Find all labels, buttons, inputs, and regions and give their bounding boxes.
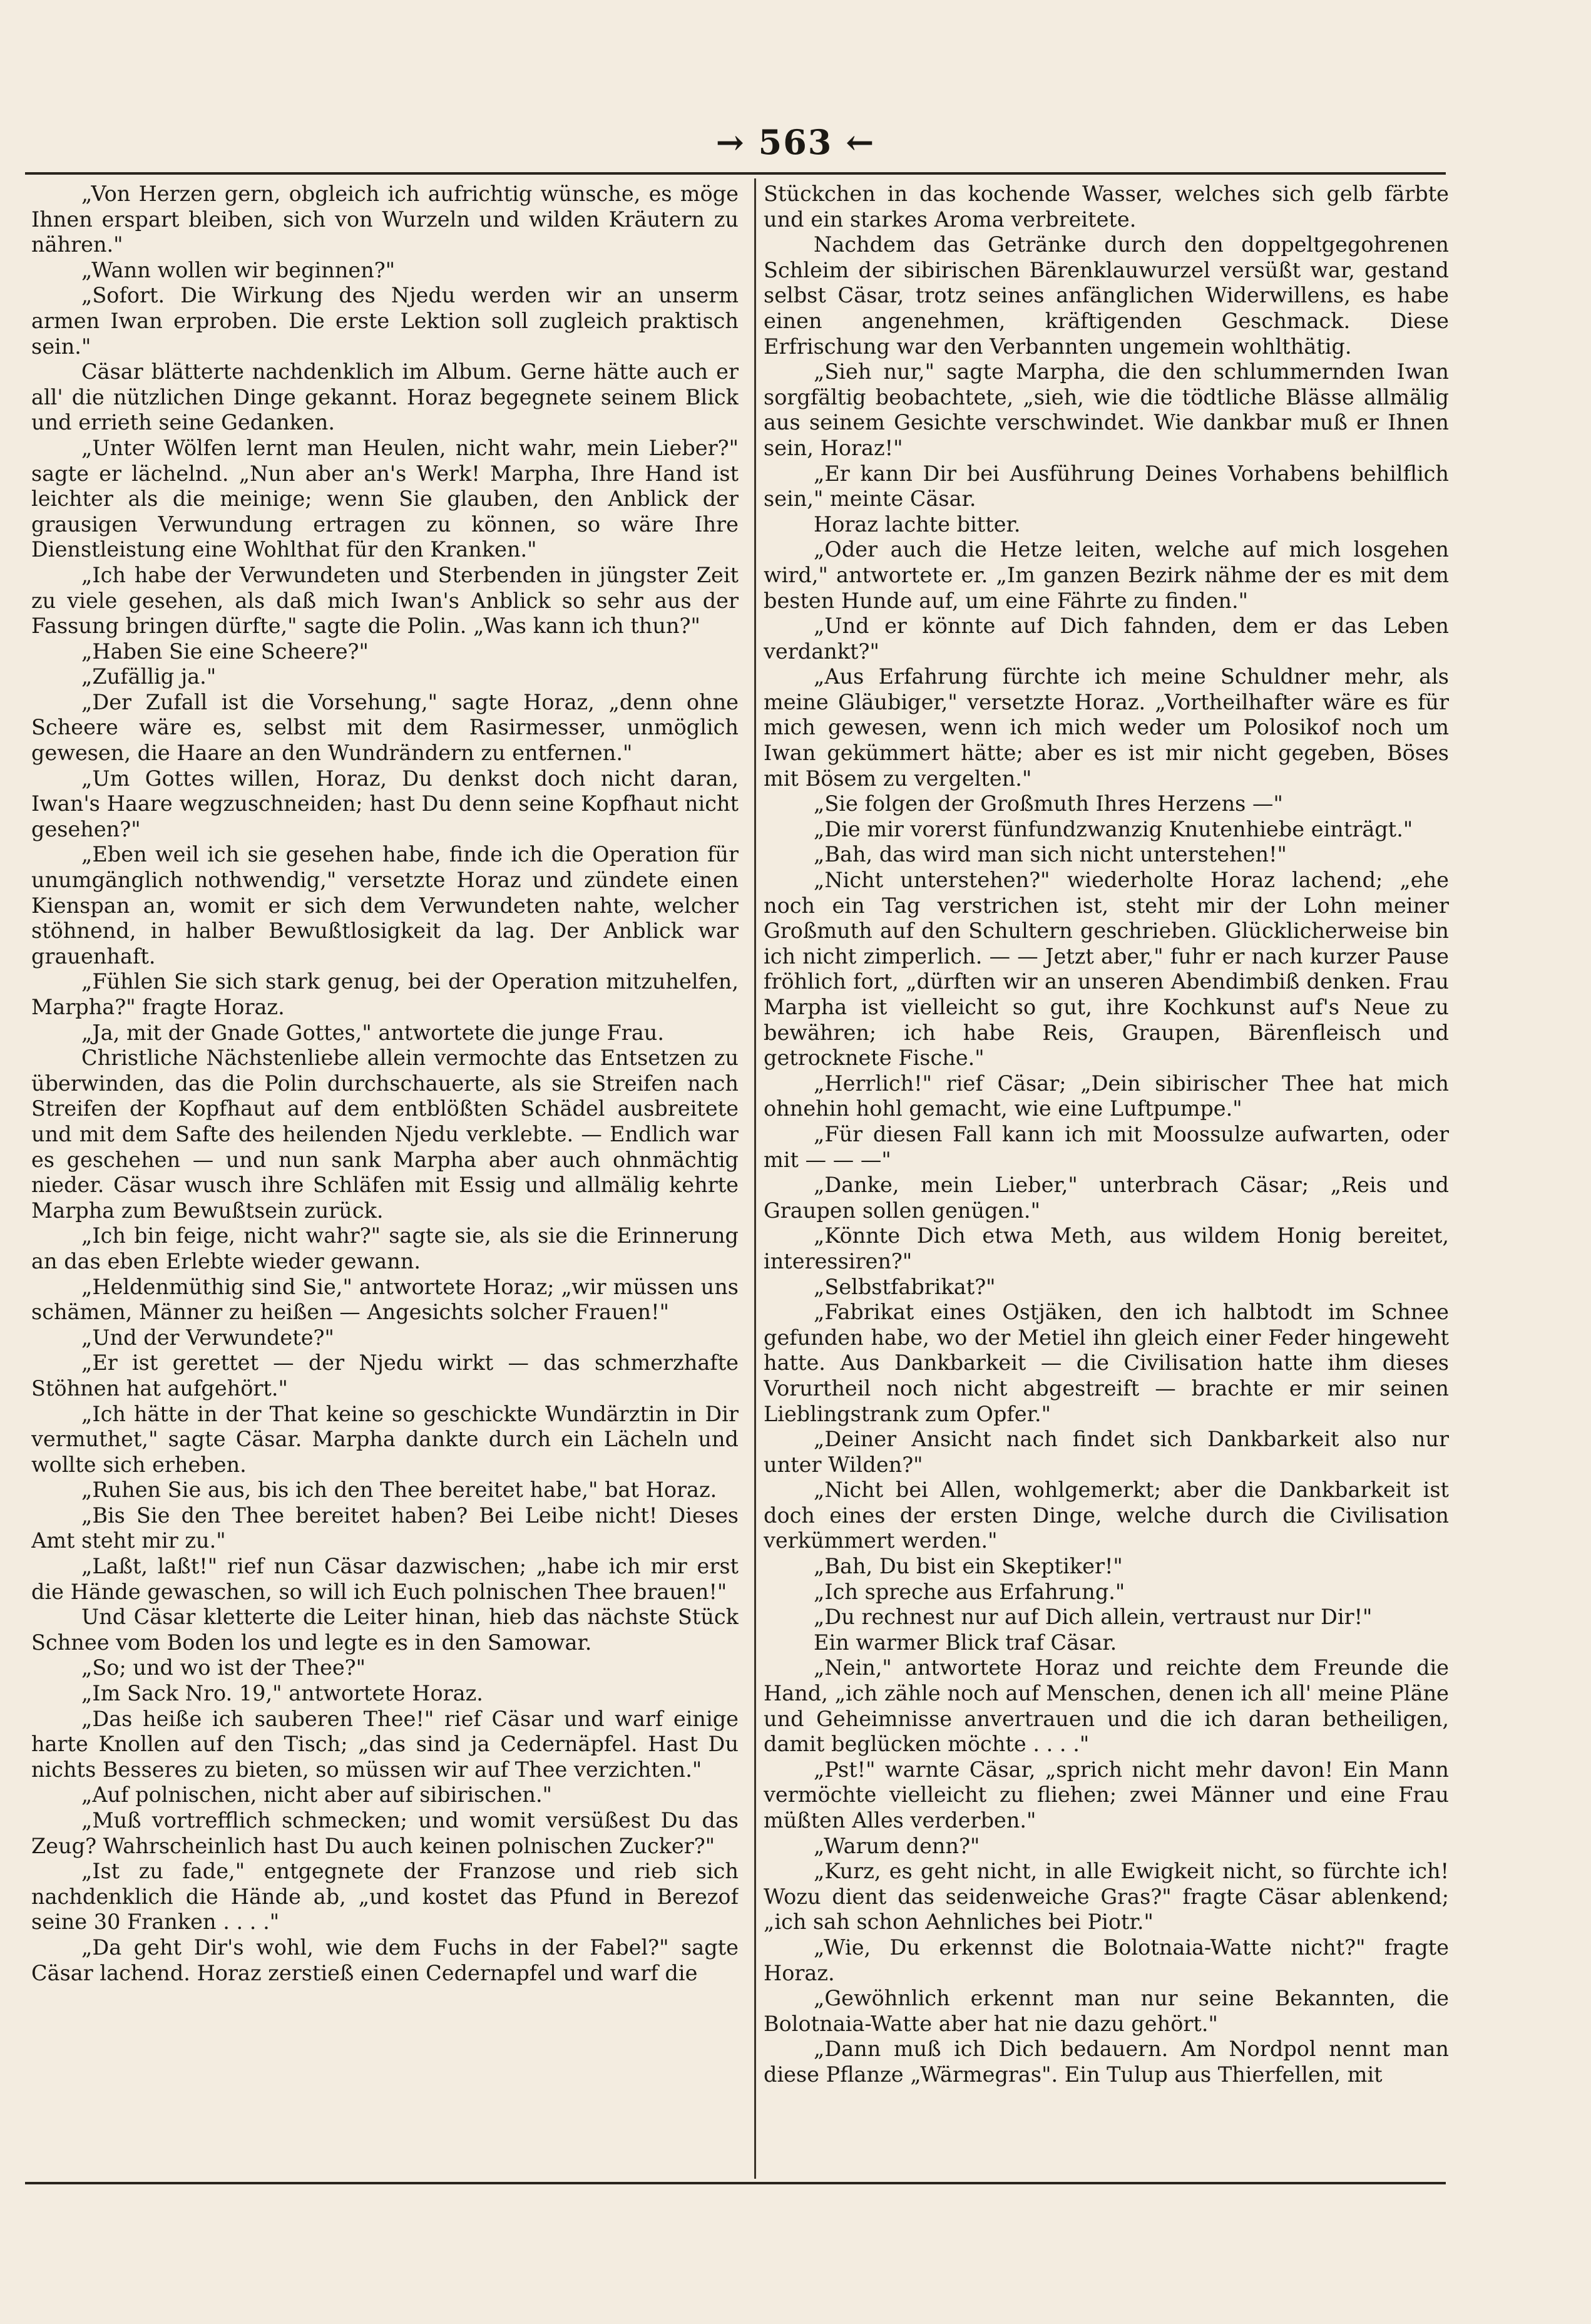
paragraph: „Der Zufall ist die Vorsehung," sagte Horaz, „denn ohne Scheere wäre es, selbst mit dem Rasirmesser, unmöglich gewesen, die Haare an den Wundrändern zu entfernen." <box>31 689 739 766</box>
paragraph: „Ich hätte in der That keine so geschickte Wundärztin in Dir vermuthet," sagte Cäsar. Marpha dankte durch ein Lächeln und wollte sich erheben. <box>31 1401 739 1477</box>
paragraph: Nachdem das Getränke durch den doppeltgegohrenen Schleim der sibirischen Bärenklauwurzel versüßt war, gestand selbst Cäsar, trotz seines anfänglichen Widerwillens, es habe einen angenehmen, kräftigenden Geschmack. Diese Erfrischung war den Verbannten ungemein wohlthätig. <box>764 232 1449 359</box>
paragraph: „Ich habe der Verwundeten und Sterbenden in jüngster Zeit zu viele gesehen, als daß mich Iwan's Anblick so sehr aus der Fassung bringen dürfte," sagte die Polin. „Was kann ich thun?" <box>31 562 739 639</box>
page-number: → 563 ← <box>715 122 876 162</box>
paragraph: „Gewöhnlich erkennt man nur seine Bekannten, die Bolotnaia-Watte aber hat nie dazu gehört." <box>764 1986 1449 2036</box>
paragraph: „Da geht Dir's wohl, wie dem Fuchs in der Fabel?" sagte Cäsar lachend. Horaz zerstieß einen Cedernapfel und warf die <box>31 1935 739 1985</box>
paragraph: „Kurz, es geht nicht, in alle Ewigkeit nicht, so fürchte ich! Wozu dient das seidenweiche Gras?" fragte Cäsar ablenkend; „ich sah schon Aehnliches bei Piotr." <box>764 1859 1449 1935</box>
paragraph: „Danke, mein Lieber," unterbrach Cäsar; „Reis und Graupen sollen genügen." <box>764 1173 1449 1223</box>
paragraph: Cäsar blätterte nachdenklich im Album. Gerne hätte auch er all' die nützlichen Dinge gekannt. Horaz begegnete seinem Blick und errieth seine Gedanken. <box>31 359 739 435</box>
paragraph: „Herrlich!" rief Cäsar; „Dein sibirischer Thee hat mich ohnehin hohl gemacht, wie eine Luftpumpe." <box>764 1071 1449 1121</box>
paragraph: „Ist zu fade," entgegnete der Franzose und rieb sich nachdenklich die Hände ab, „und kostet das Pfund in Berezof seine 30 Franken . . . ." <box>31 1859 739 1935</box>
paragraph: „Ruhen Sie aus, bis ich den Thee bereitet habe," bat Horaz. <box>81 1478 717 1503</box>
right-column <box>764 182 1449 2176</box>
paragraph: „Nicht unterstehen?" wiederholte Horaz lachend; „ehe noch ein Tag verstrichen ist, steht mir der Lohn meiner Großmuth auf den Schultern geschrieben. Glücklicherweise bin ich nicht zimperlich. — — Jetzt aber," fuhr er nach kurzer Pause fröhlich fort, „dürften wir an unseren Abendimbiß denken. Frau Marpha ist vielleicht so gut, ihre Kochkunst auf's Neue zu bewähren; ich habe Reis, Graupen, Bärenfleisch und getrocknete Fische." <box>764 868 1449 1071</box>
paragraph: „Warum denn?" <box>814 1833 980 1858</box>
paragraph: Horaz lachte bitter. <box>814 512 1021 537</box>
paragraph: „Zufällig ja." <box>81 664 217 689</box>
paragraph: „Nicht bei Allen, wohlgemerkt; aber die Dankbarkeit ist doch eines der ersten Dinge, welche durch die Civilisation verkümmert werden." <box>764 1478 1449 1553</box>
paragraph: „Er kann Dir bei Ausführung Deines Vorhabens behilflich sein," meinte Cäsar. <box>764 461 1449 512</box>
paragraph: „Eben weil ich sie gesehen habe, finde ich die Operation für unumgänglich nothwendig," versetzte Horaz und zündete einen Kienspan an, womit er sich dem Verwundeten nahte, welcher stöhnend, in halber Bewußtlosigkeit da lag. Der Anblick war grauenhaft. <box>31 842 739 969</box>
paragraph: „Wie, Du erkennst die Bolotnaia-Watte nicht?" fragte Horaz. <box>764 1935 1449 1985</box>
paragraph: „Sie folgen der Großmuth Ihres Herzens —" <box>814 791 1283 816</box>
paragraph: „Ja, mit der Gnade Gottes," antwortete die junge Frau. <box>81 1020 665 1045</box>
paragraph: „Er ist gerettet — der Njedu wirkt — das schmerzhafte Stöhnen hat aufgehört." <box>31 1350 739 1401</box>
paragraph: „Deiner Ansicht nach findet sich Dankbarkeit also nur unter Wilden?" <box>764 1427 1449 1477</box>
paragraph: „Im Sack Nro. 19," antwortete Horaz. <box>81 1681 483 1706</box>
paragraph: Ein warmer Blick traf Cäsar. <box>814 1630 1117 1655</box>
bottom-rule <box>25 2182 1446 2184</box>
paragraph: Christliche Nächstenliebe allein vermochte das Entsetzen zu überwinden, das die Polin durchschauerte, als sie Streifen nach Streifen der Kopfhaut auf dem entblößten Schädel ausbreitete und mit dem Safte des heilenden Njedu verklebte. — Endlich war es geschehen — und nun sank Marpha aber auch ohnmächtig nieder. Cäsar wusch ihre Schläfen mit Essig und allmälig kehrte Marpha zum Bewußtsein zurück. <box>31 1046 739 1223</box>
paragraph: „Und der Verwundete?" <box>81 1325 334 1350</box>
paragraph: „Muß vortrefflich schmecken; und womit versüßest Du das Zeug? Wahrscheinlich hast Du auch keinen polnischen Zucker?" <box>31 1808 739 1858</box>
paragraph: „Nein," antwortete Horaz und reichte dem Freunde die Hand, „ich zähle noch auf Menschen, denen ich all' meine Pläne und Geheimnisse anvertrauen und die ich daran betheiligen, damit beglücken möchte . . . ." <box>764 1655 1449 1757</box>
paragraph: „Fühlen Sie sich stark genug, bei der Operation mitzuhelfen, Marpha?" fragte Horaz. <box>31 969 739 1019</box>
paragraph: „Bis Sie den Thee bereitet haben? Bei Leibe nicht! Dieses Amt steht mir zu." <box>31 1503 739 1553</box>
paragraph: „Laßt, laßt!" rief nun Cäsar dazwischen; „habe ich mir erst die Hände gewaschen, so will ich Euch polnischen Thee brauen!" <box>31 1554 739 1604</box>
column-divider <box>754 178 756 2179</box>
paragraph: „Das heiße ich sauberen Thee!" rief Cäsar und warf einige harte Knollen auf den Tisch; „das sind ja Cedernäpfel. Hast Du nichts Besseres zu bieten, so müssen wir auf Thee verzichten." <box>31 1706 739 1782</box>
left-column <box>31 182 739 2176</box>
paragraph: „Wann wollen wir beginnen?" <box>81 257 396 282</box>
paragraph: „So; und wo ist der Thee?" <box>81 1655 366 1680</box>
paragraph: „Ich spreche aus Erfahrung." <box>814 1579 1125 1604</box>
paragraph: „Und er könnte auf Dich fahnden, dem er das Leben verdankt?" <box>764 614 1449 664</box>
paragraph: „Bah, Du bist ein Skeptiker!" <box>814 1554 1123 1579</box>
paragraph: „Für diesen Fall kann ich mit Moossulze aufwarten, oder mit — — —" <box>764 1121 1449 1172</box>
paragraph: „Die mir vorerst fünfundzwanzig Knutenhiebe einträgt." <box>814 816 1413 841</box>
paragraph: „Selbstfabrikat?" <box>814 1274 996 1299</box>
paragraph: „Aus Erfahrung fürchte ich meine Schuldner mehr, als meine Gläubiger," versetzte Horaz. „Vortheilhafter wäre es für mich gewesen, wenn ich mich weder um Polosikof noch um Iwan gekümmert hätte; aber es ist mir nicht gegeben, Böses mit Bösem zu vergelten." <box>764 664 1449 791</box>
top-rule <box>25 172 1446 175</box>
paragraph: Und Cäsar kletterte die Leiter hinan, hieb das nächste Stück Schnee vom Boden los und legte es in den Samowar. <box>31 1605 739 1655</box>
paragraph: „Auf polnischen, nicht aber auf sibirischen." <box>81 1782 553 1807</box>
paragraph: „Haben Sie eine Scheere?" <box>81 639 369 664</box>
paragraph: „Sofort. Die Wirkung des Njedu werden wir an unserm armen Iwan erproben. Die erste Lektion soll zugleich praktisch sein." <box>31 283 739 359</box>
paragraph: „Von Herzen gern, obgleich ich aufrichtig wünsche, es möge Ihnen erspart bleiben, sich von Wurzeln und wilden Kräutern zu nähren." <box>31 182 739 257</box>
paragraph: „Um Gottes willen, Horaz, Du denkst doch nicht daran, Iwan's Haare wegzuschneiden; hast Du denn seine Kopfhaut nicht gesehen?" <box>31 766 739 841</box>
paragraph: „Oder auch die Hetze leiten, welche auf mich losgehen wird," antwortete er. „Im ganzen Bezirk nähme der es mit dem besten Hunde auf, um eine Fährte zu finden." <box>764 537 1449 613</box>
paragraph: „Du rechnest nur auf Dich allein, vertraust nur Dir!" <box>814 1605 1373 1630</box>
paragraph: „Sieh nur," sagte Marpha, die den schlummernden Iwan sorgfältig beobachtete, „sieh, wie die tödtliche Blässe allmälig aus seinem Gesichte verschwindet. Wie dankbar muß er Ihnen sein, Horaz!" <box>764 359 1449 460</box>
paragraph: „Pst!" warnte Cäsar, „sprich nicht mehr davon! Ein Mann vermöchte vielleicht zu fliehen; zwei Männer und eine Frau müßten Alles verderben." <box>764 1757 1449 1833</box>
paragraph: „Heldenmüthig sind Sie," antwortete Horaz; „wir müssen uns schämen, Männer zu heißen — Angesichts solcher Frauen!" <box>31 1274 739 1325</box>
paragraph: „Unter Wölfen lernt man Heulen, nicht wahr, mein Lieber?" sagte er lächelnd. „Nun aber an's Werk! Marpha, Ihre Hand ist leichter als die meinige; wenn Sie glauben, den Anblick der grausigen Verwundung ertragen zu können, so wäre Ihre Dienstleistung eine Wohlthat für den Kranken." <box>31 435 739 562</box>
paragraph: „Dann muß ich Dich bedauern. Am Nordpol nennt man diese Pflanze „Wärmegras". Ein Tulup aus Thierfellen, mit <box>764 2037 1449 2087</box>
paragraph: „Ich bin feige, nicht wahr?" sagte sie, als sie die Erinnerung an das eben Erlebte wieder gewann. <box>31 1223 739 1273</box>
paragraph: „Fabrikat eines Ostjäken, den ich halbtodt im Schnee gefunden habe, wo der Metiel ihn gleich einer Feder hingeweht hatte. Aus Dankbarkeit — die Civilisation hatte ihm dieses Vorurtheil noch nicht abgestreift — brachte er mir seinen Lieblingstrank zum Opfer." <box>764 1300 1449 1426</box>
paragraph: „Bah, das wird man sich nicht unterstehen!" <box>814 842 1287 867</box>
paragraph: Stückchen in das kochende Wasser, welches sich gelb färbte und ein starkes Aroma verbreitete. <box>764 182 1449 232</box>
paragraph: „Könnte Dich etwa Meth, aus wildem Honig bereitet, interessiren?" <box>764 1223 1449 1273</box>
